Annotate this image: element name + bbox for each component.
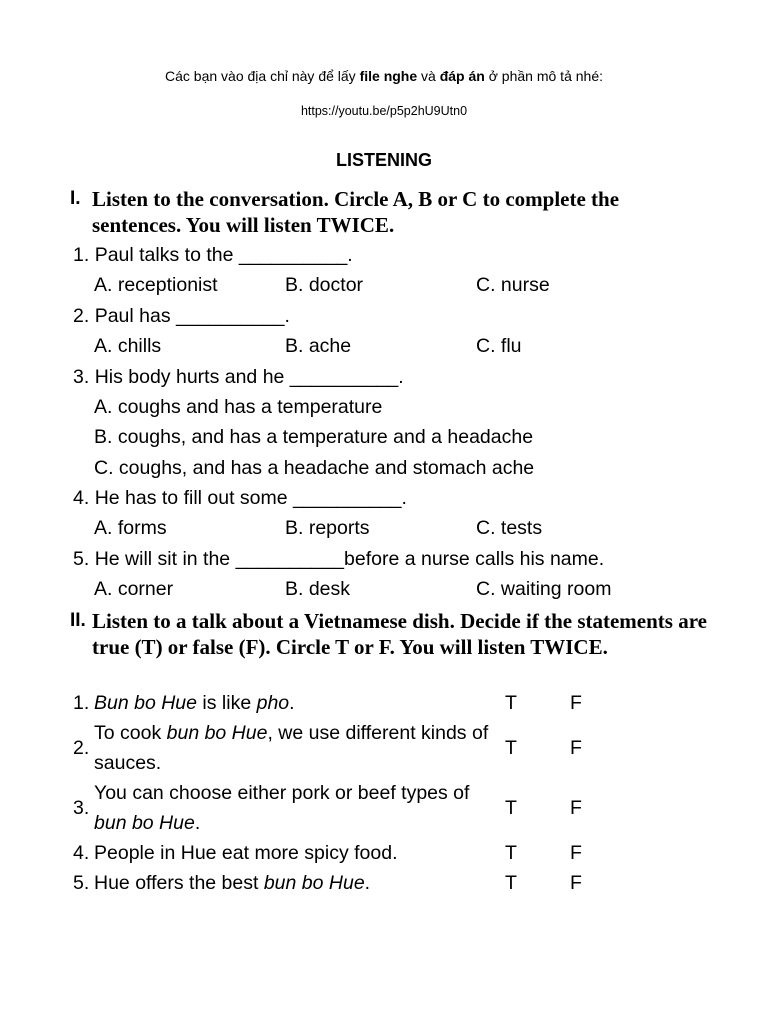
s2-s1-false[interactable]: F <box>570 692 582 714</box>
s1-q4-option-c: C. tests <box>476 517 543 539</box>
s1-q5-option-a: A. corner <box>94 578 174 600</box>
question-number: 1. <box>73 244 90 266</box>
question-text: He will sit in the __________before a nurse calls his name. <box>94 548 605 570</box>
s2-statement-4-number: 4. <box>73 842 90 864</box>
question-text: His body hurts and he __________. <box>94 366 404 388</box>
s1-q2-option-c: C. flu <box>476 335 522 357</box>
s2-s5-false[interactable]: F <box>570 872 582 894</box>
s2-s3-false[interactable]: F <box>570 797 582 819</box>
s2-statement-5-number: 5. <box>73 872 90 894</box>
question-text: Paul talks to the __________. <box>94 244 353 266</box>
youtube-link[interactable]: https://youtu.be/p5p2hU9Utn0 <box>300 104 468 118</box>
statement-text: . <box>289 692 295 714</box>
s2-s1-true[interactable]: T <box>505 692 517 714</box>
statement-text: , we use different kinds of sauces. <box>94 722 489 774</box>
question-number: 2. <box>73 305 90 327</box>
s1-q3-option-c: C. coughs, and has a headache and stomach ache <box>94 457 535 479</box>
statement-text: is like <box>197 692 257 714</box>
question-text: Paul has __________. <box>94 305 290 327</box>
s2-statement-2-number: 2. <box>73 737 90 759</box>
s1-q2-option-a: A. chills <box>94 335 162 357</box>
section-2-number: II. <box>70 610 86 631</box>
section-2-instruction: Listen to a talk about a Vietnamese dish. Decide if the statements are true (T) or false (F). Circle T or F. You will listen TWICE. <box>92 609 707 659</box>
s1-q1-option-a: A. receptionist <box>94 274 218 296</box>
s2-statement-1-number: 1. <box>73 692 90 714</box>
s1-q1-option-c: C. nurse <box>476 274 550 296</box>
s1-question-5 <box>73 544 604 574</box>
s1-q1-option-b: B. doctor <box>285 274 364 296</box>
statement-text: Hue offers the best <box>94 872 264 894</box>
italic-term: pho <box>256 692 290 714</box>
question-number: 3. <box>73 366 90 388</box>
s1-q4-option-b: B. reports <box>285 517 370 539</box>
s1-q5-option-b: B. desk <box>285 578 351 600</box>
statement-text: . <box>194 812 201 834</box>
section-1-heading <box>70 186 710 238</box>
s2-s4-true[interactable]: T <box>505 842 517 864</box>
s2-statement-3 <box>94 778 504 838</box>
intro-bold-file-nghe: file nghe <box>359 68 418 84</box>
statement-text: . <box>364 872 371 894</box>
intro-text-3: ở phần mô tả nhé: <box>484 68 603 84</box>
s1-question-3 <box>73 362 404 392</box>
section-1-number: I. <box>70 188 81 209</box>
section-1-instruction: Listen to the conversation. Circle A, B or C to complete the sentences. You will listen TWICE. <box>92 187 620 237</box>
s2-s3-true[interactable]: T <box>505 797 517 819</box>
question-text: He has to fill out some __________. <box>94 487 407 509</box>
s1-question-2 <box>73 301 290 331</box>
italic-term: bun bo Hue <box>263 872 365 894</box>
s1-q4-option-a: A. forms <box>94 517 167 539</box>
question-number: 5. <box>73 548 90 570</box>
intro-text-1: Các bạn vào địa chỉ này để lấy <box>165 68 360 84</box>
section-2-heading <box>70 608 710 660</box>
s2-statement-2 <box>94 718 504 778</box>
question-number: 4. <box>73 487 90 509</box>
s2-statement-1 <box>94 688 504 718</box>
italic-term: Bun bo Hue <box>94 692 197 714</box>
s1-q2-option-b: B. ache <box>285 335 352 357</box>
s1-question-4 <box>73 483 407 513</box>
statement-text: People in Hue eat more spicy food. <box>94 842 398 864</box>
page-title: LISTENING <box>335 150 432 170</box>
intro-note <box>0 66 768 86</box>
italic-term: bun bo Hue <box>166 722 268 744</box>
s2-s2-true[interactable]: T <box>505 737 517 759</box>
statement-text: To cook <box>94 722 167 744</box>
s1-question-1 <box>73 240 353 270</box>
s2-statement-4 <box>94 838 504 868</box>
s2-s2-false[interactable]: F <box>570 737 582 759</box>
italic-term: bun bo Hue <box>94 812 195 834</box>
s2-s5-true[interactable]: T <box>505 872 517 894</box>
intro-text-2: và <box>417 68 440 84</box>
s1-q5-option-c: C. waiting room <box>476 578 612 600</box>
s2-s4-false[interactable]: F <box>570 842 582 864</box>
s1-q3-option-a: A. coughs and has a temperature <box>94 396 383 418</box>
s1-q3-option-b: B. coughs, and has a temperature and a headache <box>94 426 534 448</box>
statement-text: You can choose either pork or beef types of <box>94 782 470 804</box>
s2-statement-3-number: 3. <box>73 797 90 819</box>
s2-statement-5 <box>94 868 504 898</box>
intro-bold-dap-an: đáp án <box>439 68 485 84</box>
